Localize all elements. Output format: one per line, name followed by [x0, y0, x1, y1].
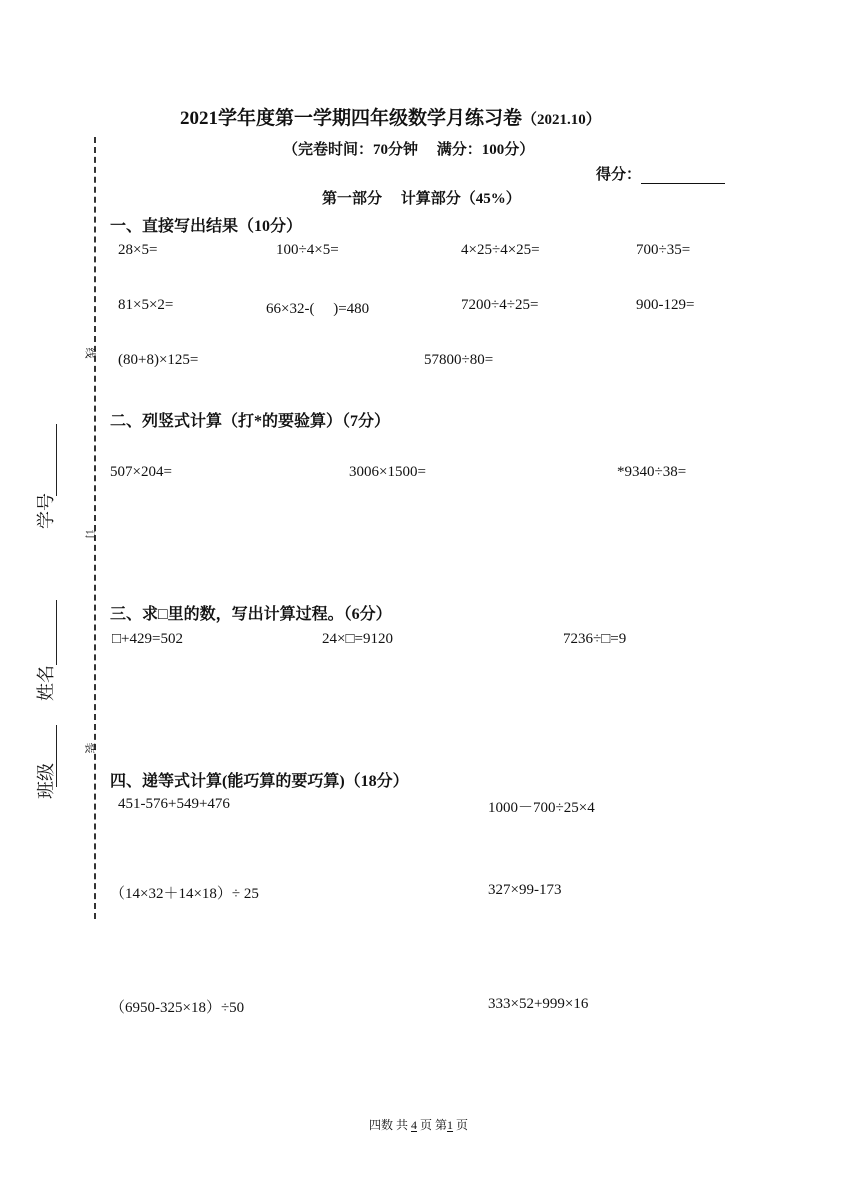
s1-item: 7200÷4÷25=	[461, 297, 539, 313]
s1-item: 28×5=	[118, 242, 158, 258]
page-footer	[369, 1116, 468, 1133]
footer-suffix: 页	[456, 1118, 469, 1132]
s1-item: 57800÷80=	[424, 352, 494, 368]
s4-item: 1000－700÷25×4	[488, 800, 595, 816]
section2-heading: 二、列竖式计算（打*的要验算）（7分）	[110, 413, 391, 430]
margin-mark-zhuang: 装	[83, 742, 96, 754]
s4-item: （14×32＋14×18）÷ 25	[110, 886, 259, 902]
subtitle: （完卷时间：70分钟 满分：100分）	[283, 142, 535, 158]
s1-item: 700÷35=	[636, 242, 691, 258]
section3-heading: 三、求□里的数，写出计算过程。（6分）	[110, 606, 392, 623]
student-no-label: 学号	[36, 493, 56, 529]
s2-item: 3006×1500=	[349, 464, 426, 480]
footer-current-page: 1	[447, 1118, 454, 1132]
footer-total-pages: 4	[411, 1118, 418, 1132]
s4-item: （6950-325×18）÷50	[110, 1000, 245, 1016]
s3-item: 24×□=9120	[322, 631, 393, 647]
name-blank[interactable]	[56, 600, 57, 665]
page-title: 2021学年度第一学期四年级数学月练习卷	[180, 108, 523, 129]
class-label: 班级	[36, 763, 56, 799]
s4-item: 327×99-173	[488, 882, 562, 898]
margin-mark-ding: 订	[83, 529, 96, 541]
section4-heading: 四、递等式计算(能巧算的要巧算)（18分）	[110, 773, 409, 790]
s1-item: 900-129=	[636, 297, 695, 313]
page-title-row	[180, 103, 601, 130]
binding-dashed-line	[94, 137, 96, 919]
s1-item: (80+8)×125=	[118, 352, 199, 368]
student-no-blank[interactable]	[56, 424, 57, 496]
score-field[interactable]	[641, 167, 725, 184]
margin-mark-line: 线	[83, 347, 96, 359]
part-title: 第一部分 计算部分（45%）	[322, 191, 521, 207]
s3-item: 7236÷□=9	[563, 631, 627, 647]
s1-item: 4×25÷4×25=	[461, 242, 540, 258]
s4-item: 333×52+999×16	[488, 996, 589, 1012]
score-row	[596, 163, 725, 184]
s4-item: 451-576+549+476	[118, 796, 230, 812]
page-title-date: （2021.10）	[522, 112, 601, 128]
s1-item: 100÷4×5=	[276, 242, 339, 258]
s3-item: □+429=502	[112, 631, 183, 647]
name-label: 姓名	[36, 665, 56, 701]
footer-mid: 页 第	[420, 1118, 448, 1132]
s2-item: 507×204=	[110, 464, 172, 480]
score-label: 得分：	[596, 167, 642, 183]
footer-prefix: 四数 共	[369, 1118, 409, 1132]
s1-item: 66×32-( )=480	[266, 301, 370, 317]
section1-heading: 一、直接写出结果（10分）	[110, 218, 303, 235]
s1-item: 81×5×2=	[118, 297, 174, 313]
s2-item: *9340÷38=	[617, 464, 687, 480]
